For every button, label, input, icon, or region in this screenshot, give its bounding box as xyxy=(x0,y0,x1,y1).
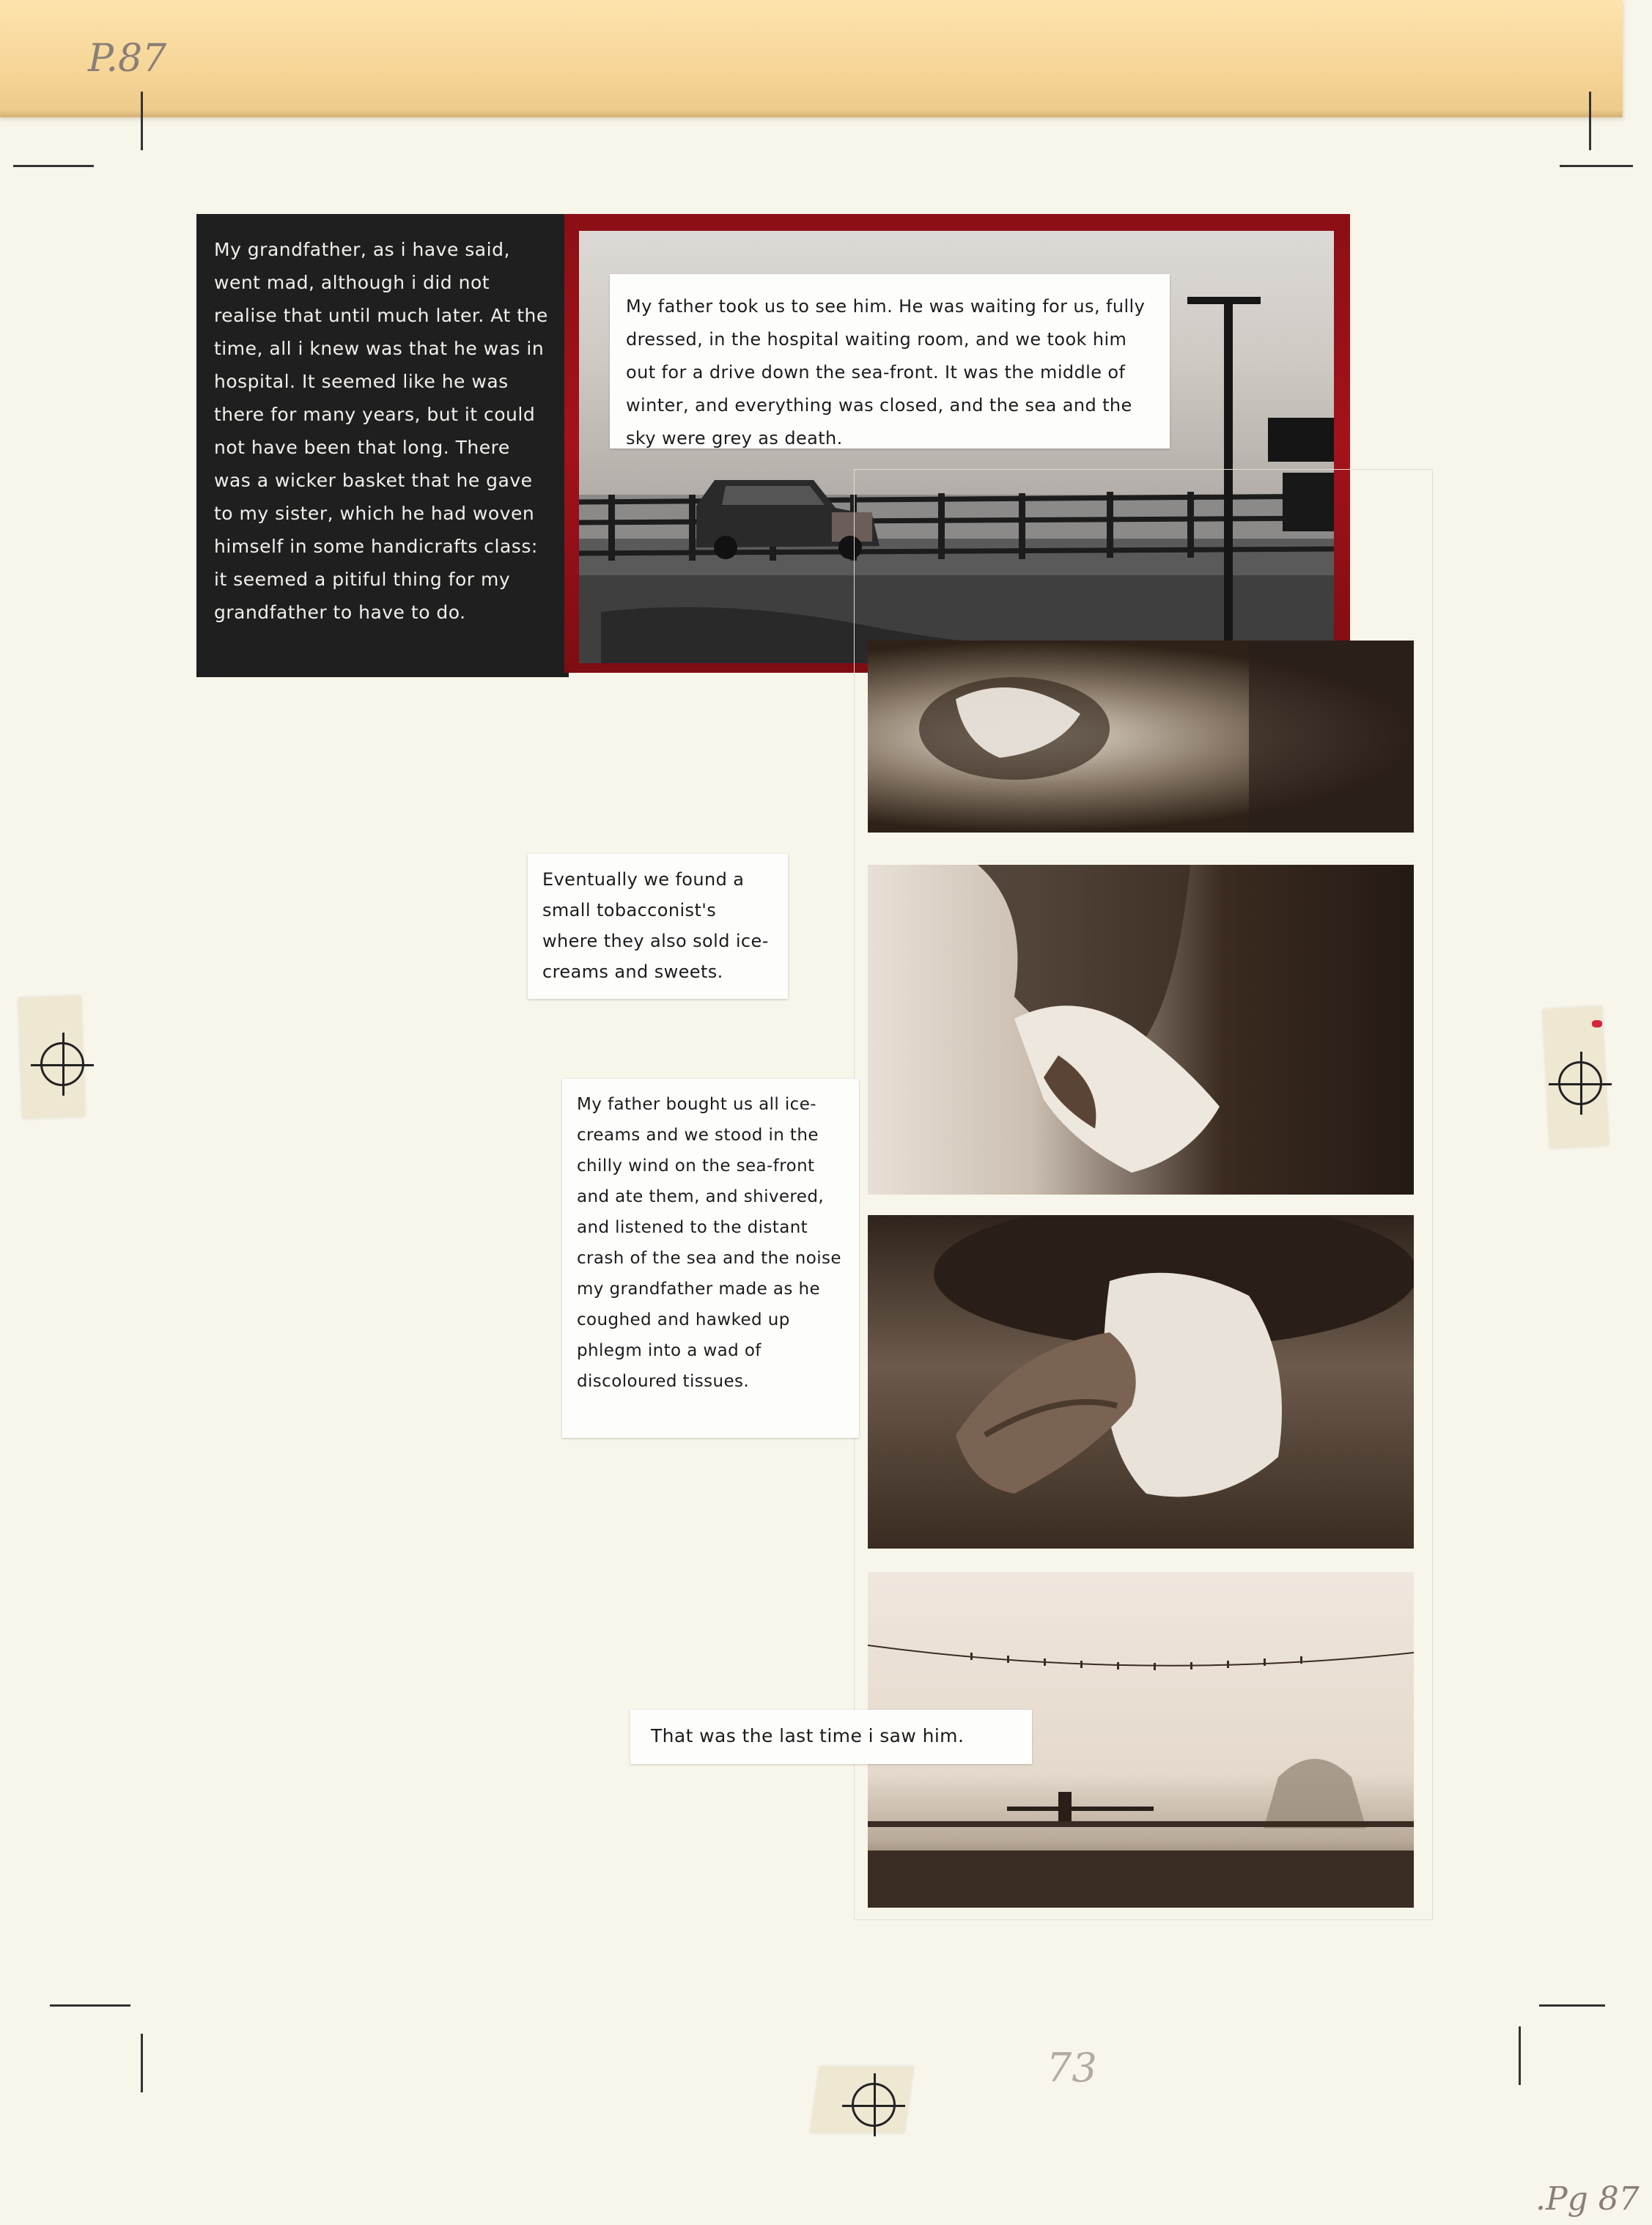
photo-hand-tissue xyxy=(868,1215,1414,1549)
top-masking-tape xyxy=(0,0,1623,117)
visit-caption: My father took us to see him. He was waiting for us, fully dressed, in the hospital waiting room, and we took him out for a drive down the sea-front. It was the middle of winter, and everything was closed, and the sea and the sky were grey as death. xyxy=(610,274,1170,449)
crop-mark-bottom-right xyxy=(1519,2026,1521,2085)
crop-mark-bottom-right-h xyxy=(1539,2004,1605,2007)
page-ref-bottom: .Pg 87 xyxy=(1535,2180,1640,2218)
registration-mark-left-icon xyxy=(40,1042,84,1086)
photo-coughing-2 xyxy=(868,865,1414,1195)
icecream-caption: My father bought us all ice-creams and we stood in the chilly wind on the sea-front and ate them, and shivered, and listened to the distant crash of the sea and the noise my grandfather made as he coughed and hawked up phlegm into a wad of discoloured tissues. xyxy=(562,1079,859,1438)
red-smudge xyxy=(1592,1020,1602,1027)
intro-text-panel: My grandfather, as i have said, went mad, although i did not realise that until much later. At the time, all i knew was that he was in hospital. It seemed like he was there for many years, but it could not have been that long. There was a wicker basket that he gave to my sister, which he had woven himself in some handicrafts class: it seemed a pitiful thing for my grandfather to have to do. xyxy=(196,214,569,677)
crop-mark-bottom-left xyxy=(141,2034,143,2092)
registration-mark-right-icon xyxy=(1558,1061,1602,1105)
crop-mark-top-right-h xyxy=(1560,165,1633,167)
registration-mark-bottom-icon xyxy=(852,2083,896,2127)
page-ref-top: P.87 xyxy=(88,37,167,81)
pencil-number: 73 xyxy=(1047,2045,1097,2091)
crop-mark-bottom-left-h xyxy=(50,2004,130,2007)
tobacconist-caption: Eventually we found a small tobacconist's where they also sold ice-creams and sweets. xyxy=(528,854,788,999)
crop-mark-top-left-h xyxy=(13,165,94,167)
last-time-caption: That was the last time i saw him. xyxy=(630,1710,1032,1764)
crop-mark-top-left xyxy=(141,92,143,150)
crop-mark-top-right xyxy=(1589,92,1591,150)
